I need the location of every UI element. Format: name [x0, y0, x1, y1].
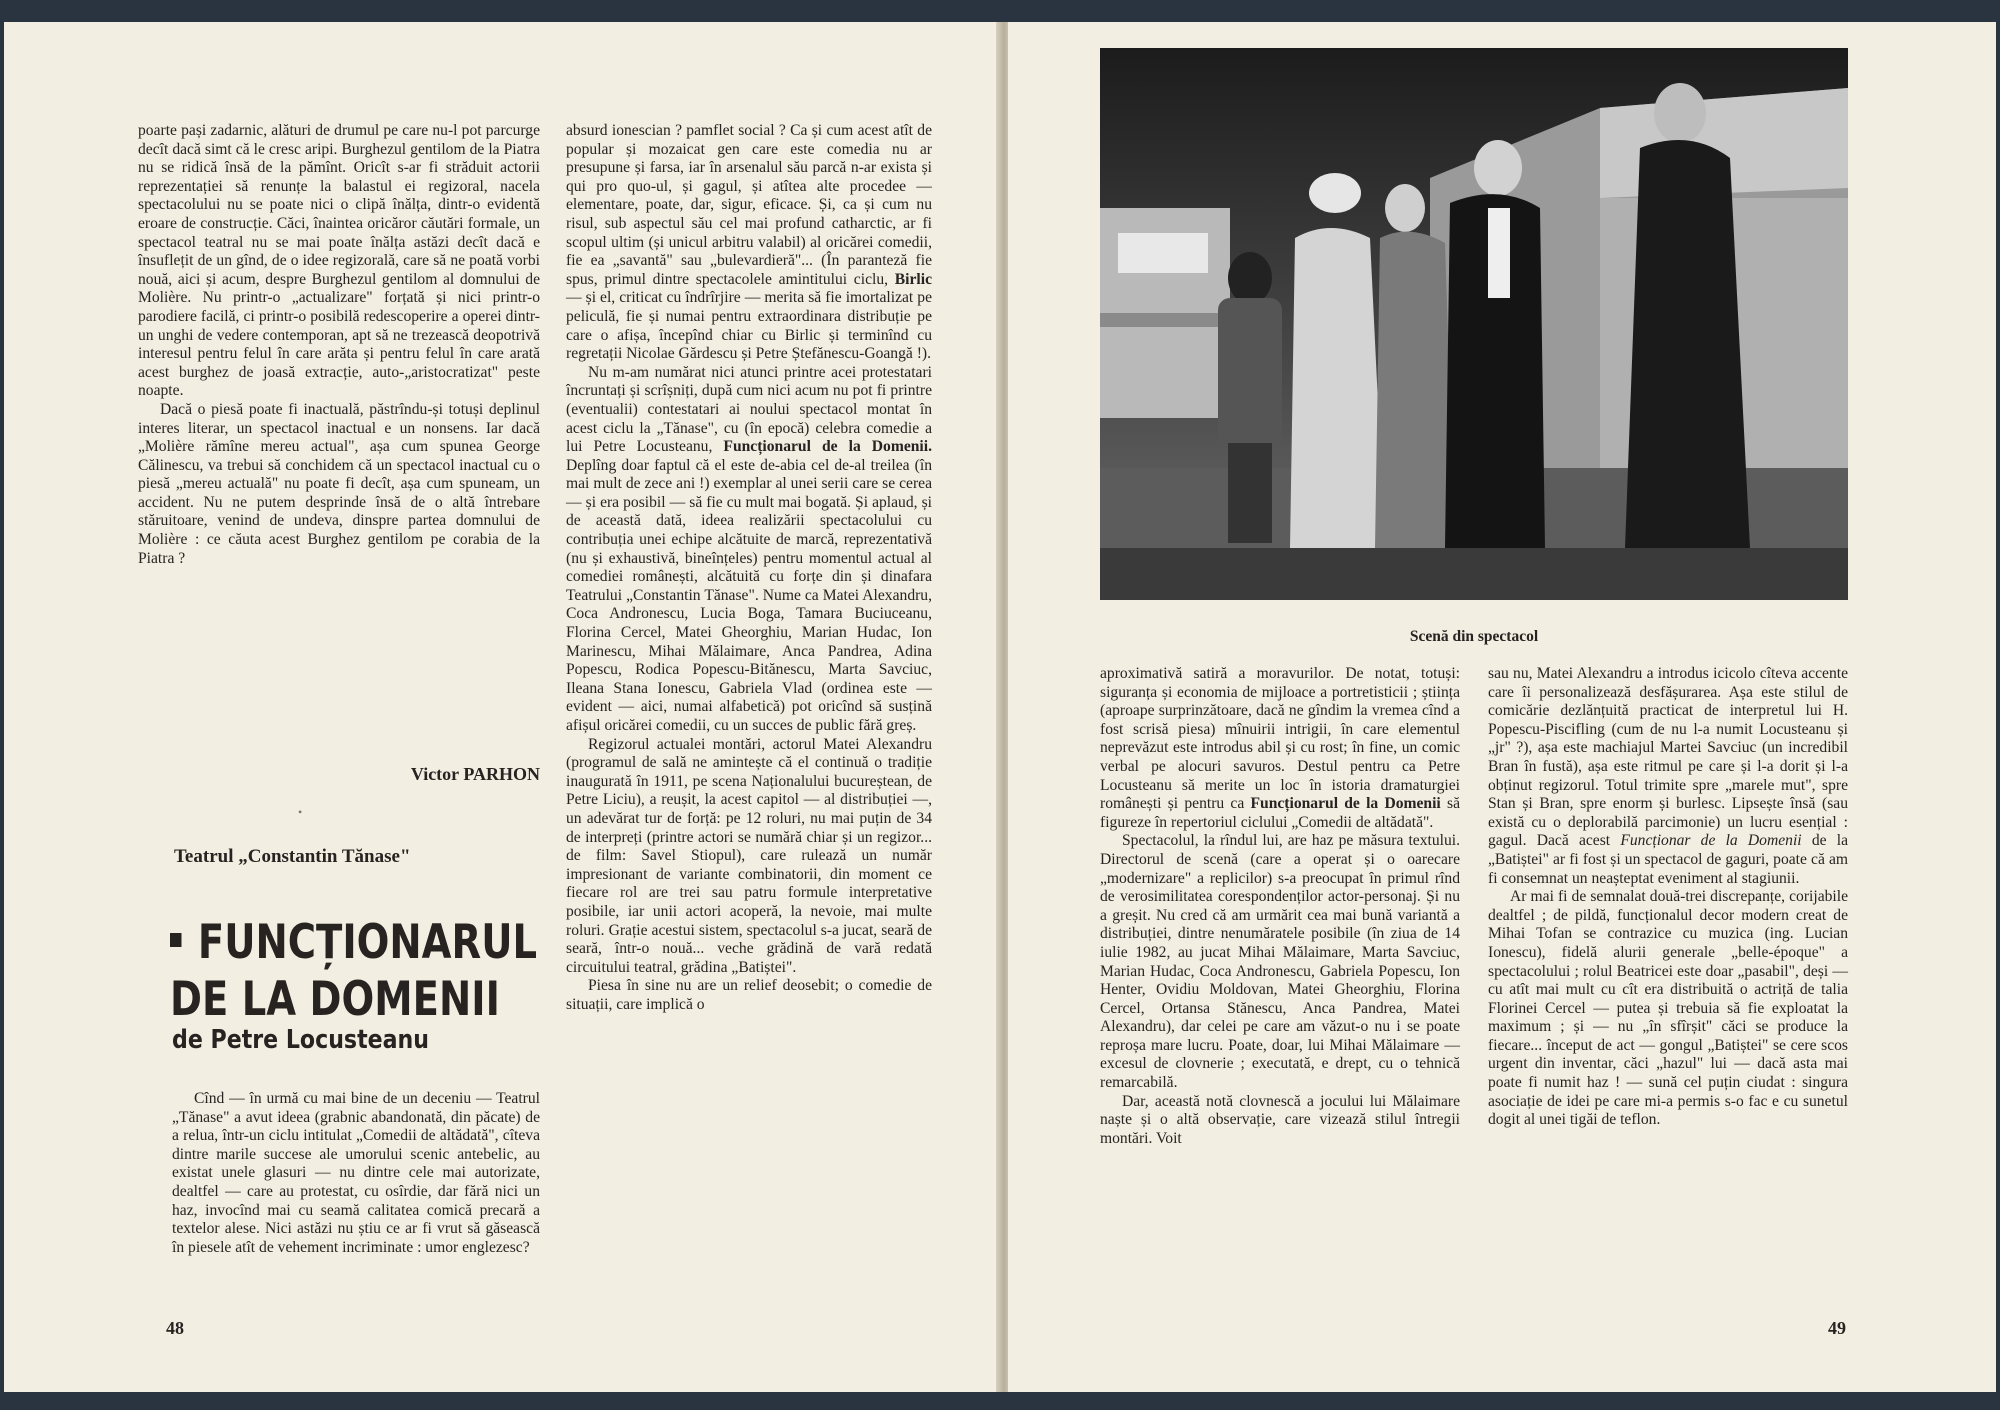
- page-number: 48: [166, 1318, 184, 1338]
- left-column-1-top: [138, 122, 540, 568]
- page-number: 49: [1828, 1318, 1846, 1338]
- article-headline: [170, 914, 538, 1028]
- paragraph: aproximativă satiră a moravurilor. De notat, totuși: siguranța și economia de mijloace a portretisticii ; știința (aproape surprinzătoare, dacă ne gîndim la vremea cînd a fost scrisă piesa) mînuirii intrigii, în care elementul neprevăzut este introdus abil și cu rost; în fine, un comic verbal pe alocuri savuros. Destul pentru ca Petre Locusteanu să merite un loc în istoria dramaturgiei românești și pentru ca Funcționarul de la Domenii să figureze în repertoriul ciclului „Comedii de altădată".: [1100, 665, 1460, 831]
- paragraph: Dacă o piesă poate fi inactuală, păstrîndu-și totuși deplinul interes literar, un spectacol inactual e un nonsens. Iar dacă „Molière rămîne mereu actual", așa cum spunea George Călinescu, va trebui să conchidem că un spectacol inactual cu o piesă „mereu actuală" nu poate fi decît, așa cum spuneam, un accident. Nu ne putem desprinde însă de o altă întrebare stăruitoare, venind de undeva, dinspre partea domnului de Molière : ce căuta acest Burghez gentilom pe corabia de la Piatra ?: [138, 400, 540, 567]
- left-column-2: [566, 122, 932, 1015]
- author-signature: Victor PARHON: [410, 764, 540, 784]
- right-page: [1008, 22, 1996, 1392]
- left-column-1-bottom: [172, 1090, 540, 1257]
- photo-caption: Scenă din spectacol: [1409, 628, 1539, 645]
- paragraph: Piesa în sine nu are un relief deosebit; o comedie de situații, care implică o: [566, 977, 932, 1013]
- paragraph: Spectacolul, la rîndul lui, are haz pe măsura textului. Directorul de scenă (care a operat și o oarecare „modernizare" a replicilor) s-a preocupat în primul rînd de verosimilitatea corespondenților actor-personaj. Și nu a greșit. Nu cred că am urmărit cea mai bună variantă a distribuției, dintre nenumăratele posibile (în ziua de 14 iulie 1982, au jucat Mihai Mălaimare, Marta Savciuc, Marian Hudac, Coca Andronescu, Gabriela Popescu, Ion Henter, Ovidiu Moldovan, Matei Gheorghiu, Florina Cercel, Ortansa Stănescu, Anca Pandrea, Matei Alexandru), dar celei pe care am văzut-o nu i se poate reproșa mare lucru. Poate, doar, lui Mihai Mălaimare — excesul de clovnerie ; executată, e drept, cu o tehnică remarcabilă.: [1100, 832, 1460, 1092]
- theatre-label: Teatrul „Constantin Tănase": [174, 846, 411, 867]
- headline-line-1: FUNCȚIONARUL: [197, 915, 538, 970]
- separator-dot: •: [298, 805, 303, 819]
- paragraph: Ar mai fi de semnalat două-trei discrepanțe, corijabile dealtfel ; de pildă, funcționalul decor modern creat de Mihai Tofan se contrazice cu muzica (ing. Lucian Ionescu), fidelă alurii generale „belle-époque" a spectacolului ; rolul Beatricei este doar „pasabil", deși — cu atît mai mult cu cît era distribuită o actriță de talia Florinei Cercel — putea și trebuia să fie exploatat la maximum ; și — nu „în sfîrșit" căci se produce la fiecare... început de act — gongul „Batiștei" se cere scos urgent din inventar, căci „hazul" lui — dacă asta mai poate fi numit haz ! — sună cel puțin ciudat : singura asociație de idei pe care mi-a permis s-o fac e cu sunetul dogit al unei tigăi de teflon.: [1488, 888, 1848, 1129]
- headline-line-2: DE LA DOMENII: [170, 972, 500, 1027]
- paragraph: Dar, această notă clovnescă a jocului lui Mălaimare naște și o altă observație, care vizează stilul întregii montări. Voit: [1100, 1092, 1460, 1147]
- article-byline: de Petre Locusteanu: [172, 1025, 430, 1055]
- paragraph: Regizorul actualei montări, actorul Matei Alexandru (programul de sală ne amintește că el continuă o tradiție inaugurată în 1911, pe scena Naționalului bucureștean, de Petre Liciu), a reușit, la acest capitol — al distribuției —, un adevărat tur de forță: pe 12 roluri, nu mai puțin de 34 de interpreți (printre actori se numără chiar și un regizor... de film: Savel Stiopul), care rulează un număr impresionant de variante combinatorii, din moment ce fiecare rol are trei sau patru formule interpretative posibile, iar unii actori acoperă, la nevoie, mai multe roluri. Grație acestui sistem, spectacolul s-a jucat, seară de seară, într-o nouă... veche grădină de vară redată circuitului teatral, grădina „Batiștei".: [566, 735, 932, 976]
- right-column-1: [1100, 665, 1460, 1148]
- right-column-2: [1488, 665, 1848, 1130]
- paragraph: Cînd — în urmă cu mai bine de un deceniu — Teatrul „Tănase" a avut ideea (grabnic abandonată, din păcate) de a relua, într-un ciclu intitulat „Comedii de altădată", cîteva dintre marile succese ale umorului scenic antebelic, au existat unele glasuri — nu dintre cele mai autorizate, dealtfel — care au protestat, cu osîrdie, dar fără nici un haz, invocînd mai cu seamă calitatea comică precară a textelor alese. Nici astăzi nu știu ce ar fi vrut să găsească în piesele atît de vehement incriminate : umor englezesc?: [172, 1090, 540, 1256]
- paragraph: absurd ionescian ? pamflet social ? Ca și cum acest atît de popular și mozaicat gen care este comedia nu ar presupune și farsa, iar în arsenalul său parcă n-ar exista și qui pro quo-ul, și gagul, și atîtea alte procedee — elementare, poate, dar, sigur, eficace. Și, ca și cum nu risul, sub aspectul său cel mai profund catharctic, ar fi scopul ultim (și unicul arbitru valabil) al oricărei comedii, fie ea „savantă" sau „bulevardieră"... (În paranteză fie spus, primul dintre spectacolele amintitului ciclu, Birlic — și el, criticat cu îndrîrjire — merita să fie imortalizat pe peliculă, fie și numai pentru extraordinara distribuție pe care o afișa, începînd chiar cu Birlic și terminînd cu regretații Nicolae Gărdescu și Petre Ștefănescu-Goangă !).: [566, 122, 932, 363]
- stage-photo: [1100, 48, 1848, 600]
- paragraph: Nu m-am numărat nici atunci printre acei protestatari încruntați și scrîșniți, după cum nici acum nu pot fi printre (eventualii) contestatari ai noului spectacol montat în acest ciclu la „Tănase", cu (în epocă) celebra comedie a lui Petre Locusteanu, Funcționarul de la Domenii. Deplîng doar faptul că el este de-abia cel de-al treilea (în mai mult de zece ani !) exemplar al unei serii care se cerea — și era posibil — să fie cu mult mai bogată. Și aplaud, și de această dată, ideea realizării spectacolului cu contribuția unei echipe alcătuite de marcă, reprezentativă (nu și exhaustivă, bineînțeles) pentru momentul actual al comediei românești, alcătuită cu forțe din și dinafara Teatrului „Constantin Tănase". Nume ca Matei Alexandru, Coca Andronescu, Lucia Boga, Tamara Buciuceanu, Florina Cercel, Matei Gheorghiu, Marian Hudac, Ion Marinescu, Mihai Mălaimare, Anca Pandrea, Adina Popescu, Rodica Popescu-Bitănescu, Marta Savciuc, Ileana Stana Ionescu, Gabriela Vlad (ordinea este — evident — aici, numai alfabetică) pot oricînd să susțină afișul oricărei comedii, cu un succes de public fără greș.: [566, 363, 932, 734]
- paragraph: sau nu, Matei Alexandru a introdus icicolo cîteva accente care îi personalizează desfășurarea. Așa este stilul de comicărie dezlănțuită practicat de interpretul lui H. Popescu-Piscifling (cum de nu l-a numit Locusteanu și „jr" ?), așa este machiajul Martei Savciuc (un incredibil Bran în fustă), așa este ritmul pe care și l-a dorit și l-a obținut regizorul. Totul trimite spre „marele mut", spre Stan și Bran, spre enorm și burlesc. Lipsește însă (sau există cu o deplorabilă parcimonie) un lucru esențial : gagul. Dacă acest Funcționar de la Domenii de la „Batiștei" ar fi fost și un spectacol de gaguri, poate că am fi consemnat un neașteptat eveniment al stagiunii.: [1488, 665, 1848, 887]
- bullet-square-icon: [170, 933, 181, 947]
- left-page: [4, 22, 1004, 1392]
- paragraph: poarte pași zadarnic, alături de drumul pe care nu-l pot parcurge decît dacă simt că le cresc aripi. Burghezul gentilom de la Piatra nu se ridică însă de la pămînt. Oricît s-ar fi străduit actorii reprezentației să renunțe la balastul ei regizoral, nacela spectacolului nu se poate nici o clipă înălța, dintr-o evidentă eroare de construcție. Căci, înaintea oricăror căutări formale, un spectacol teatral nu se mai poate înălța astăzi decît dacă e însuflețit de un gînd, de o idee regizorală, care să ne poată vorbi nouă, aici și acum, despre Burghezul gentilom al domnului de Molière. Nu printr-o „actualizare" forțată și nici printr-o parodiere facilă, ci printr-o posibilă redescoperire a operei dintr-un unghi de vedere contemporan, apt să ne trezească deopotrivă interesul pentru felul în care arăta și pentru felul în care arată acest burghez de joasă extracție, auto-„aristocratizat" peste noapte.: [138, 122, 540, 400]
